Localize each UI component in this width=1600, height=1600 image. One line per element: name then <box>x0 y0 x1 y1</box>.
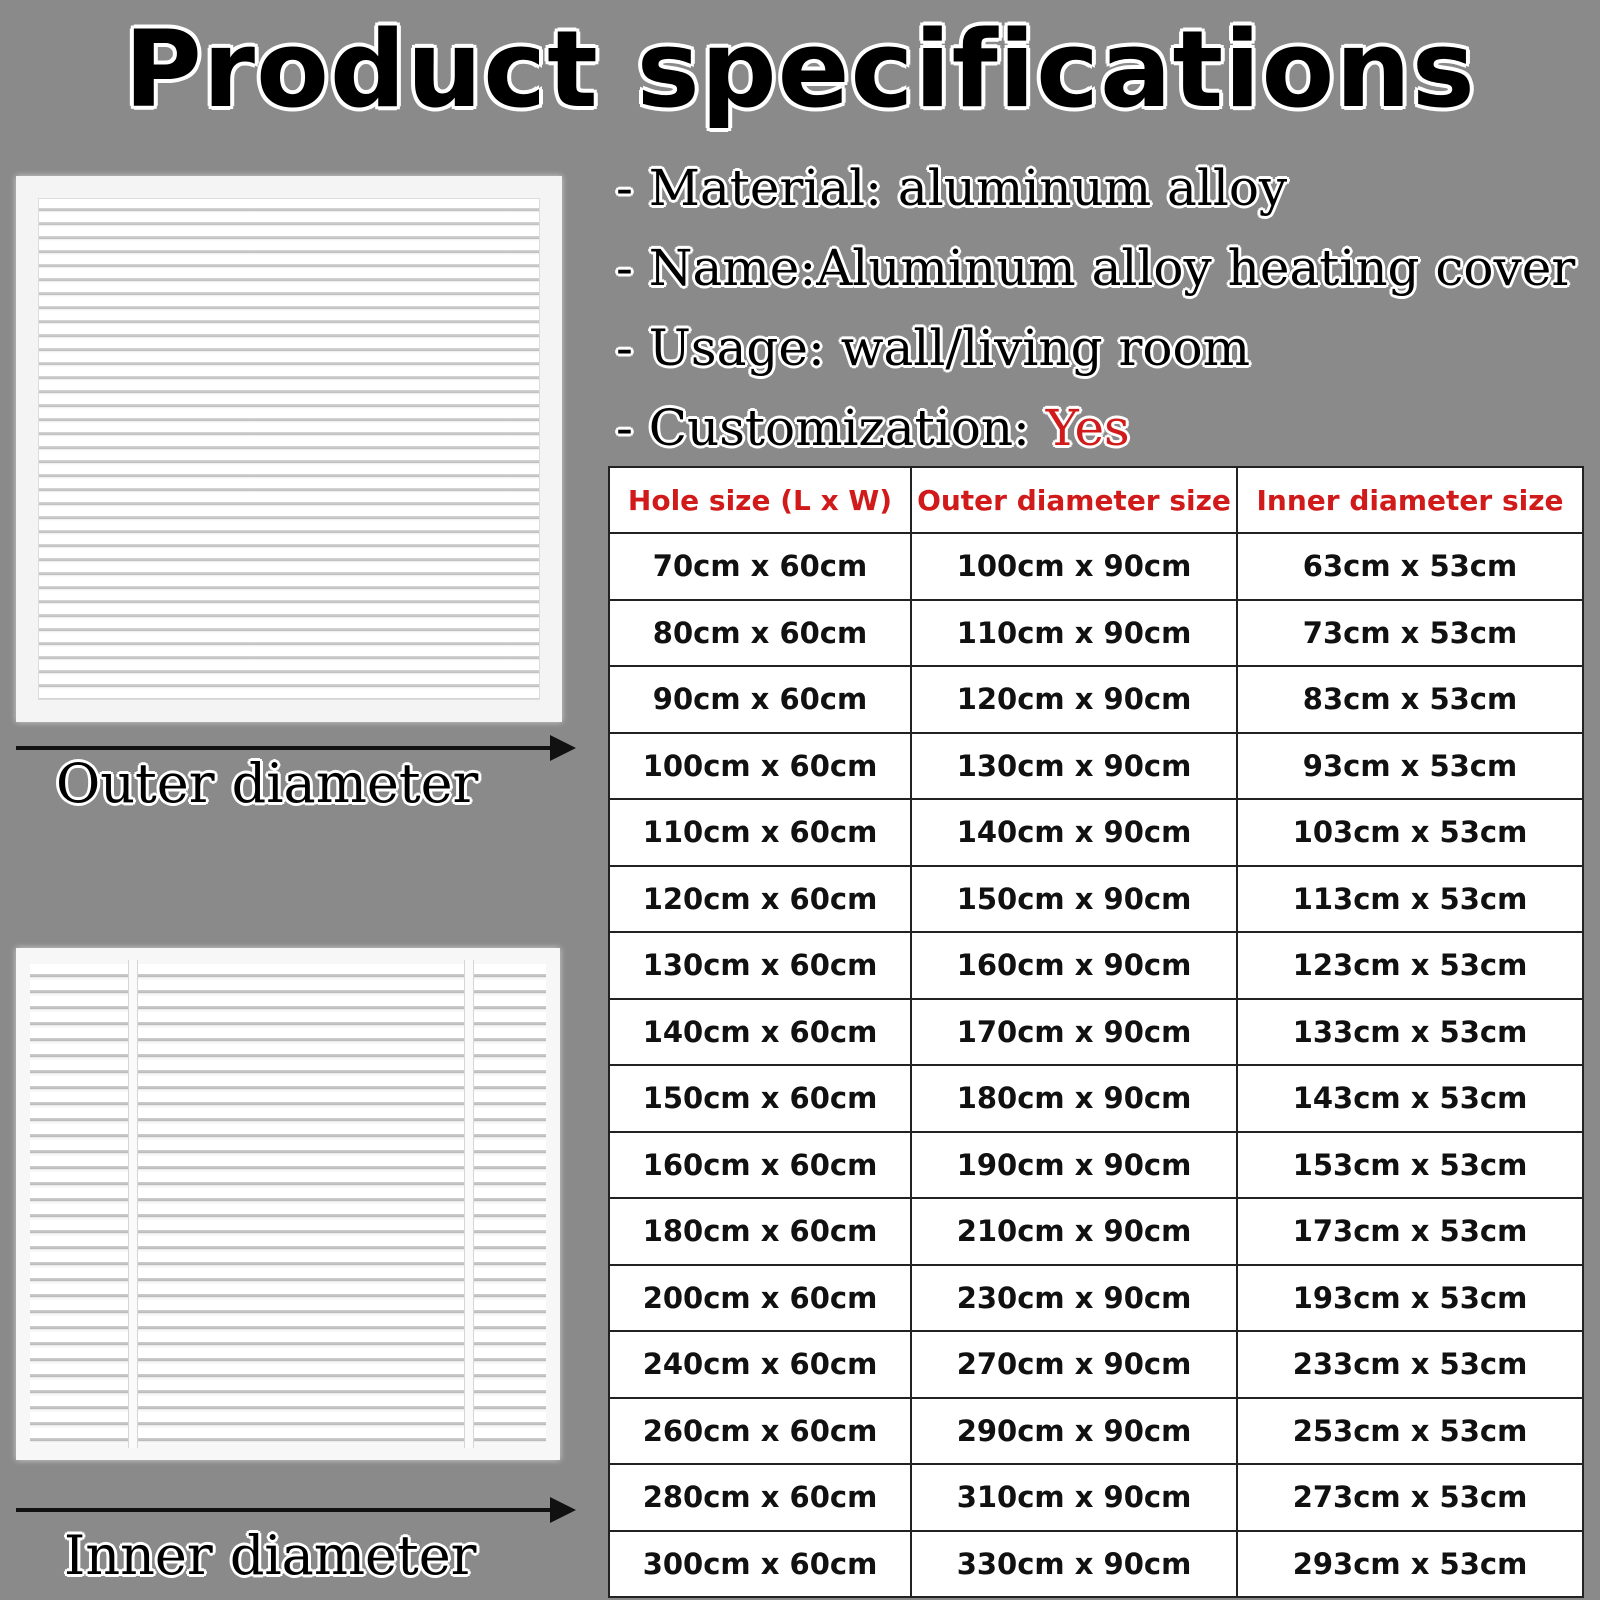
outer-grille-image <box>16 176 562 722</box>
cell-inner-size: 253cm x 53cm <box>1237 1398 1583 1465</box>
spec-usage: - Usage: wall/living room <box>616 319 1251 377</box>
cell-inner-size: 193cm x 53cm <box>1237 1265 1583 1332</box>
cell-outer-size: 120cm x 90cm <box>911 666 1237 733</box>
header-inner-size: Inner diameter size <box>1237 467 1583 533</box>
cell-inner-size: 273cm x 53cm <box>1237 1464 1583 1531</box>
cell-hole-size: 180cm x 60cm <box>609 1198 911 1265</box>
cell-hole-size: 200cm x 60cm <box>609 1265 911 1332</box>
header-outer-size: Outer diameter size <box>911 467 1237 533</box>
table-row <box>609 1198 1583 1265</box>
cell-inner-size: 143cm x 53cm <box>1237 1065 1583 1132</box>
table-row <box>609 999 1583 1066</box>
cell-hole-size: 240cm x 60cm <box>609 1331 911 1398</box>
cell-outer-size: 330cm x 90cm <box>911 1531 1237 1598</box>
cell-inner-size: 133cm x 53cm <box>1237 999 1583 1066</box>
size-table <box>608 466 1584 1598</box>
spec-customization-value: Yes <box>1045 399 1130 457</box>
cell-inner-size: 73cm x 53cm <box>1237 600 1583 667</box>
inner-arrow-icon <box>16 1508 556 1512</box>
cell-inner-size: 123cm x 53cm <box>1237 932 1583 999</box>
cell-outer-size: 130cm x 90cm <box>911 733 1237 800</box>
cell-inner-size: 173cm x 53cm <box>1237 1198 1583 1265</box>
cell-hole-size: 70cm x 60cm <box>609 533 911 600</box>
cell-hole-size: 140cm x 60cm <box>609 999 911 1066</box>
cell-outer-size: 140cm x 90cm <box>911 799 1237 866</box>
cell-inner-size: 233cm x 53cm <box>1237 1331 1583 1398</box>
cell-inner-size: 113cm x 53cm <box>1237 866 1583 933</box>
cell-hole-size: 110cm x 60cm <box>609 799 911 866</box>
table-row <box>609 1464 1583 1531</box>
table-row <box>609 866 1583 933</box>
cell-outer-size: 270cm x 90cm <box>911 1331 1237 1398</box>
cell-outer-size: 210cm x 90cm <box>911 1198 1237 1265</box>
table-row <box>609 1132 1583 1199</box>
inner-grille-divider <box>464 960 474 1448</box>
inner-diameter-label: Inner diameter <box>64 1524 477 1587</box>
cell-hole-size: 130cm x 60cm <box>609 932 911 999</box>
spec-customization-label: - Customization: <box>616 399 1046 457</box>
table-row <box>609 666 1583 733</box>
outer-arrow-icon <box>16 746 556 750</box>
cell-hole-size: 160cm x 60cm <box>609 1132 911 1199</box>
cell-outer-size: 180cm x 90cm <box>911 1065 1237 1132</box>
cell-outer-size: 150cm x 90cm <box>911 866 1237 933</box>
cell-outer-size: 230cm x 90cm <box>911 1265 1237 1332</box>
cell-inner-size: 93cm x 53cm <box>1237 733 1583 800</box>
cell-inner-size: 103cm x 53cm <box>1237 799 1583 866</box>
cell-hole-size: 260cm x 60cm <box>609 1398 911 1465</box>
page-title: Product specifications <box>124 8 1476 131</box>
spec-name: - Name:Aluminum alloy heating cover <box>616 239 1576 297</box>
cell-hole-size: 90cm x 60cm <box>609 666 911 733</box>
inner-grille-image <box>16 948 560 1460</box>
cell-hole-size: 150cm x 60cm <box>609 1065 911 1132</box>
cell-inner-size: 63cm x 53cm <box>1237 533 1583 600</box>
inner-grille-divider <box>128 960 138 1448</box>
cell-outer-size: 190cm x 90cm <box>911 1132 1237 1199</box>
table-row <box>609 1398 1583 1465</box>
cell-inner-size: 153cm x 53cm <box>1237 1132 1583 1199</box>
cell-inner-size: 293cm x 53cm <box>1237 1531 1583 1598</box>
cell-outer-size: 290cm x 90cm <box>911 1398 1237 1465</box>
cell-outer-size: 160cm x 90cm <box>911 932 1237 999</box>
cell-outer-size: 310cm x 90cm <box>911 1464 1237 1531</box>
cell-hole-size: 80cm x 60cm <box>609 600 911 667</box>
cell-hole-size: 120cm x 60cm <box>609 866 911 933</box>
outer-grille-slats <box>38 198 540 700</box>
outer-diameter-label: Outer diameter <box>56 752 479 815</box>
cell-hole-size: 300cm x 60cm <box>609 1531 911 1598</box>
spec-customization <box>616 388 1130 468</box>
cell-outer-size: 100cm x 90cm <box>911 533 1237 600</box>
table-row <box>609 733 1583 800</box>
table-row <box>609 932 1583 999</box>
header-hole-size: Hole size (L x W) <box>609 467 911 533</box>
cell-inner-size: 83cm x 53cm <box>1237 666 1583 733</box>
table-row <box>609 1265 1583 1332</box>
cell-hole-size: 100cm x 60cm <box>609 733 911 800</box>
table-row <box>609 600 1583 667</box>
table-row <box>609 533 1583 600</box>
table-row <box>609 1531 1583 1598</box>
table-header-row <box>609 467 1583 533</box>
spec-material: - Material: aluminum alloy <box>616 159 1288 217</box>
table-row <box>609 1065 1583 1132</box>
cell-hole-size: 280cm x 60cm <box>609 1464 911 1531</box>
cell-outer-size: 110cm x 90cm <box>911 600 1237 667</box>
table-row <box>609 799 1583 866</box>
table-row <box>609 1331 1583 1398</box>
cell-outer-size: 170cm x 90cm <box>911 999 1237 1066</box>
